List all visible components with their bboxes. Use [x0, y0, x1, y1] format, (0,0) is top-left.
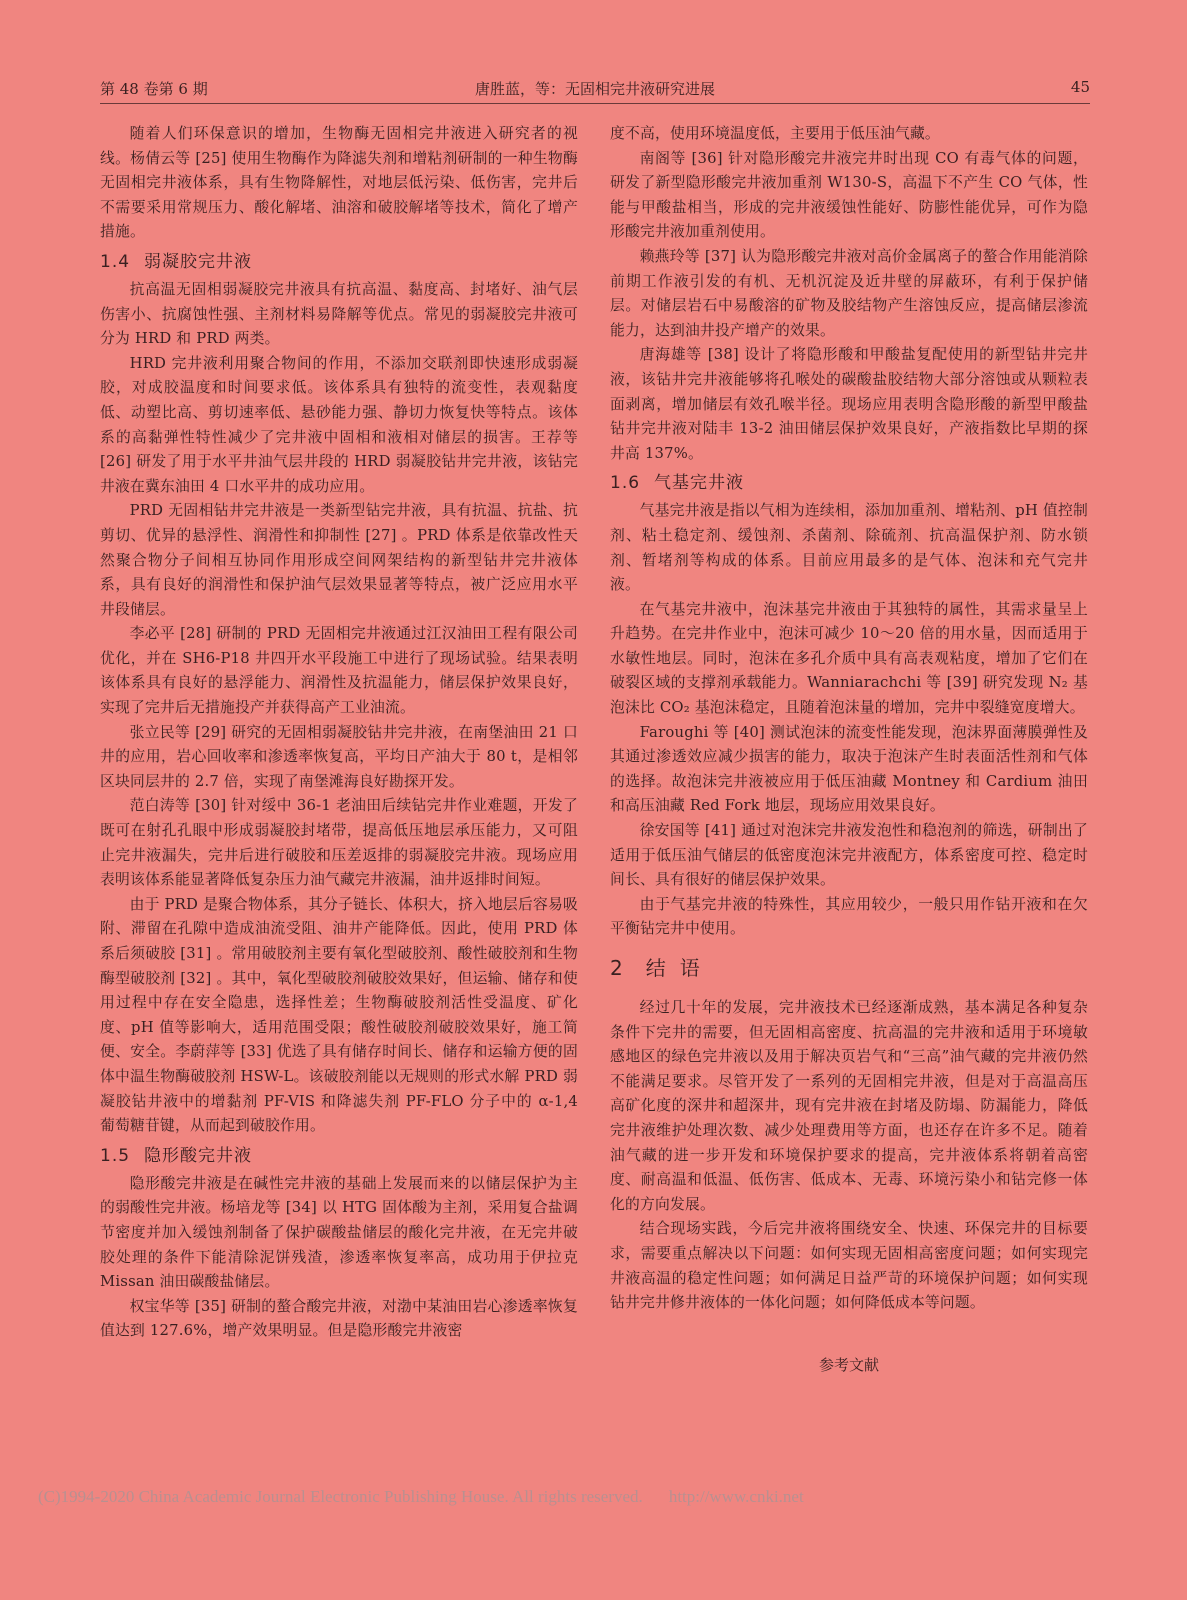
paragraph: 气基完井液是指以气相为连续相，添加加重剂、增粘剂、pH 值控制剂、粘土稳定剂、缓蚀剂、杀菌剂、除硫剂、抗高温保护剂、防水锁剂、暂堵剂等构成的体系。目前应用最多的是气体、泡沫和充气完井液。: [610, 502, 1088, 594]
paragraph: 度不高，使用环境温度低，主要用于低压油气藏。: [610, 125, 940, 142]
left-column: [100, 122, 578, 1344]
paragraph: 经过几十年的发展，完井液技术已经逐渐成熟，基本满足各种复杂条件下完井的需要，但无固相高密度、抗高温的完井液和适用于环境敏感地区的绿色完井液以及用于解决页岩气和“三高”油气藏的完井液仍然不能满足要求。尽管开发了一系列的无固相完井液，但是对于高温高压高矿化度的深井和超深井，现有完井液在封堵及防塌、防漏能力，降低完井液维护处理次数、减少处理费用等方面，也还存在许多不足。随着油气藏的进一步开发和环境保护要求的提高，完井液体系将朝着高密度、耐高温和低温、低伤害、低成本、无毒、环境污染小和钻完修一体化的方向发展。: [610, 999, 1088, 1213]
page-number: 45: [1070, 78, 1090, 96]
paragraph: 赖燕玲等 [37] 认为隐形酸完井液对高价金属离子的螯合作用能消除前期工作液引发的有机、无机沉淀及近井壁的屏蔽环，有利于保护储层。对储层岩石中易酸溶的矿物及胶结物产生溶蚀反应，提高储层渗流能力，达到油井投产增产的效果。: [610, 247, 1088, 339]
paragraph: 徐安国等 [41] 通过对泡沫完井液发泡性和稳泡剂的筛选，研制出了适用于低压油气储层的低密度泡沫完井液配方，体系密度可控、稳定时间长、具有很好的储层保护效果。: [610, 822, 1088, 889]
paragraph: 权宝华等 [35] 研制的螯合酸完井液，对渤中某油田岩心渗透率恢复值达到 127.6%，增产效果明显。但是隐形酸完井液密: [100, 1297, 578, 1340]
paragraph: 南阁等 [36] 针对隐形酸完井液完井时出现 CO 有毒气体的问题，研发了新型隐形酸完井液加重剂 W130-S，高温下不产生 CO 气体，性能与甲酸盐相当，形成的完井液缓蚀性能好、防膨性能优异，可作为隐形酸完井液加重剂使用。: [610, 149, 1088, 241]
paragraph: PRD 无固相钻井完井液是一类新型钻完井液，具有抗温、抗盐、抗剪切、优异的悬浮性、润滑性和抑制性 [27] 。PRD 体系是依靠改性天然聚合物分子间相互协同作用形成空间网架结构的新型钻井完井液体系，具有良好的润滑性和保护油气层效果显著等特点，被广泛应用水平井段储层。: [100, 502, 578, 618]
paragraph: 范白涛等 [30] 针对绥中 36-1 老油田后续钻完井作业难题，开发了既可在射孔孔眼中形成弱凝胶封堵带，提高低压地层承压能力，又可阻止完井液漏失，完井后进行破胶和压差返排的弱凝胶完井液。现场应用表明该体系能显著降低复杂压力油气藏完井液漏，油井返排时间短。: [100, 797, 578, 889]
volume-issue: 第 48 卷第 6 期: [100, 80, 208, 98]
header-rule: [100, 103, 1090, 104]
subsection-number: 1.4: [100, 251, 131, 272]
paragraph: 抗高温无固相弱凝胶完井液具有抗高温、黏度高、封堵好、油气层伤害小、抗腐蚀性强、主剂材料易降解等优点。常见的弱凝胶完井液可分为 HRD 和 PRD 两类。: [100, 280, 578, 348]
paragraph: 李必平 [28] 研制的 PRD 无固相完井液通过江汉油田工程有限公司优化，并在 SH6-P18 井四开水平段施工中进行了现场试验。结果表明该体系具有良好的悬浮能力、润滑性及抗温能力，储层保护效果良好，实现了完井后无措施投产并获得高产工业油流。: [100, 625, 578, 717]
paragraph: Faroughi 等 [40] 测试泡沫的流变性能发现，泡沫界面薄膜弹性及其通过渗透效应减少损害的能力，取决于泡沫产生时表面活性剂和气体的选择。故泡沫完井液被应用于低压油藏 Montney 和 Cardium 油田和高压油藏 Red Fork 地层，现场应用效果良好。: [610, 723, 1088, 815]
paragraph: 结合现场实践，今后完井液将围绕安全、快速、环保完井的目标要求，需要重点解决以下问题：如何实现无固相高密度问题；如何实现完井液高温的稳定性问题；如何满足日益严苛的环境保护问题；如何实现钻井完井修井液体的一体化问题；如何降低成本等问题。: [610, 1220, 1088, 1312]
paragraph: 由于 PRD 是聚合物体系，其分子链长、体积大，挤入地层后容易吸附、滞留在孔隙中造成油流受阻、油井产能降低。因此，使用 PRD 体系后须破胶 [31] 。常用破胶剂主要有氧化型破胶剂、酸性破胶剂和生物酶型破胶剂 [32] 。其中，氧化型破胶剂破胶效果好，但运输、储存和使用过程中存在安全隐患，选择性差；生物酶破胶剂活性受温度、矿化度、pH 值等影响大，适用范围受限；酸性破胶剂破胶效果好，施工简便、安全。李蔚萍等 [33] 优选了具有储存时间长、储存和运输方便的固体中温生物酶破胶剂 HSW-L。该破胶剂能以无规则的形式水解 PRD 弱凝胶钻井液中的增黏剂 PF-VIS 和降滤失剂 PF-FLO 分子中的 α-1,4 葡萄糖苷键，从而起到破胶作用。: [100, 895, 578, 1135]
section-number: 2: [610, 956, 624, 980]
subsection-title: 隐形酸完井液: [144, 1145, 253, 1166]
subsection-title: 弱凝胶完井液: [144, 251, 253, 272]
subsection-heading: [100, 1143, 578, 1169]
paragraph: 唐海雄等 [38] 设计了将隐形酸和甲酸盐复配使用的新型钻井完井液，该钻井完井液能够将孔喉处的碳酸盐胶结物大部分溶蚀或从颗粒表面剥离，增加储层有效孔喉半径。现场应用表明含隐形酸的新型甲酸盐钻井完井液对陆丰 13-2 油田储层保护效果良好，产液指数比早期的探井高 137%。: [610, 346, 1088, 462]
paragraph: 在气基完井液中，泡沫基完井液由于其独特的属性，其需求量呈上升趋势。在完井作业中，泡沫可减少 10～20 倍的用水量，因而适用于水敏性地层。同时，泡沫在多孔介质中具有高表观粘度，增加了它们在破裂区域的支撑剂承载能力。Wanniarachchi 等 [39] 研究发现 N₂ 基泡沫比 CO₂ 基泡沫稳定，且随着泡沫量的增加，完井中裂缝宽度增大。: [610, 600, 1088, 717]
section-title: 结语: [645, 956, 714, 980]
right-column: [610, 122, 1088, 1375]
section-heading: [610, 954, 1088, 982]
paragraph: 由于气基完井液的特殊性，其应用较少，一般只用作钻开液和在欠平衡钻完井中使用。: [610, 895, 1088, 938]
subsection-number: 1.6: [610, 473, 641, 494]
subsection-heading: [100, 249, 578, 275]
cnki-link[interactable]: http://www.cnki.net: [668, 1487, 804, 1506]
copyright-footer: [38, 1487, 804, 1507]
paragraph: HRD 完井液利用聚合物间的作用，不添加交联剂即快速形成弱凝胶，对成胶温度和时间要求低。该体系具有独特的流变性，表观黏度低、动塑比高、剪切速率低、悬砂能力强、静切力恢复快等特点。该体系的高黏弹性特性减少了完井液中固相和液相对储层的损害。王荐等 [26] 研发了用于水平井油气层井段的 HRD 弱凝胶钻井完井液，该钻完井液在冀东油田 4 口水平井的成功应用。: [100, 354, 578, 495]
paragraph: 隐形酸完井液是在碱性完井液的基础上发展而来的以储层保护为主的弱酸性完井液。杨培龙等 [34] 以 HTG 固体酸为主剂，采用复合盐调节密度并加入缓蚀剂制备了保护碳酸盐储层的酸化完井液，在无完井破胶处理的条件下能清除泥饼残渣，渗透率恢复率高，成功用于伊拉克 Missan 油田碳酸盐储层。: [100, 1174, 578, 1291]
running-header: [100, 78, 1090, 102]
subsection-title: 气基完井液: [654, 473, 745, 494]
subsection-number: 1.5: [100, 1145, 131, 1166]
subsection-heading: [610, 470, 1088, 496]
paragraph: 张立民等 [29] 研究的无固相弱凝胶钻井完井液，在南堡油田 21 口井的应用，岩心回收率和渗透率恢复高，平均日产油大于 80 t，是相邻区块同层井的 2.7 倍，实现了南堡滩海良好勘探开发。: [100, 723, 578, 790]
paragraph: 随着人们环保意识的增加，生物酶无固相完井液进入研究者的视线。杨倩云等 [25] 使用生物酶作为降滤失剂和增粘剂研制的一种生物酶无固相完井液体系，具有生物降解性，对地层低污染、低伤害，完井后不需要采用常规压力、酸化解堵、油溶和破胶解堵等技术，简化了增产措施。: [100, 125, 578, 241]
references-heading: 参考文献: [818, 1355, 879, 1374]
copyright-text: (C)1994-2020 China Academic Journal Electronic Publishing House. All rights reserved.: [38, 1487, 643, 1506]
running-title: 唐胜蓝，等：无固相完井液研究进展: [474, 80, 715, 98]
